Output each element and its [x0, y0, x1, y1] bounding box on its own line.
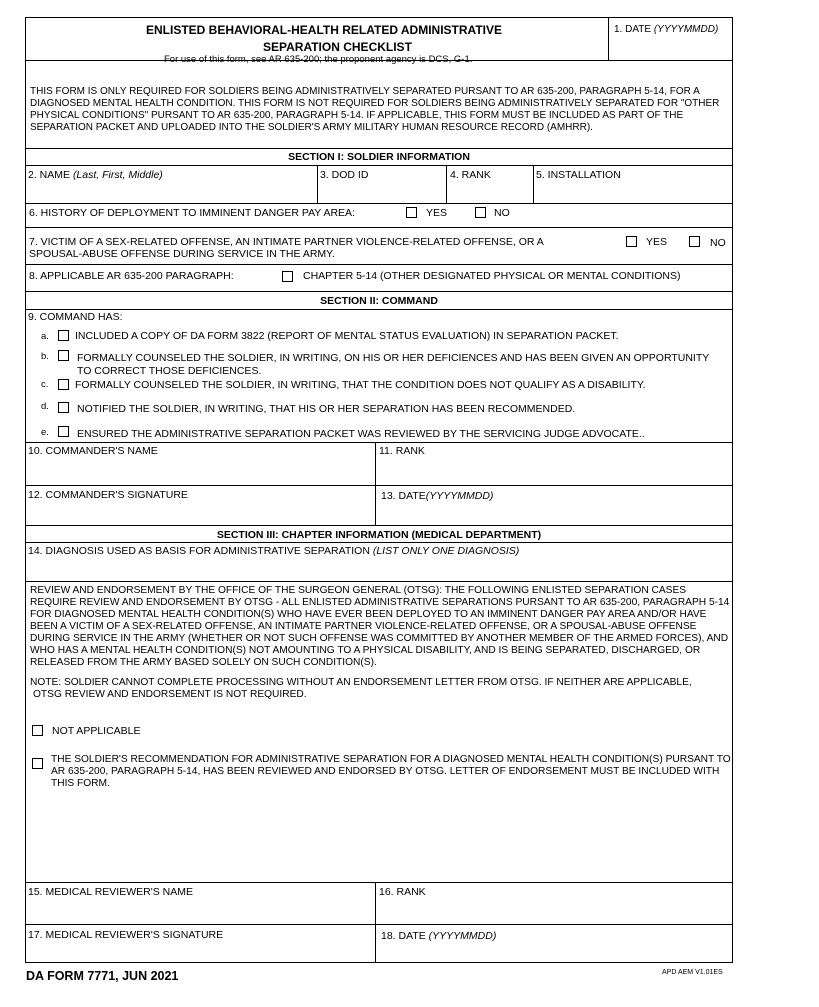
- item-letter: b.: [41, 351, 49, 362]
- rank-label: 4. RANK: [450, 169, 491, 181]
- victim-question-line1: 7. VICTIM OF A SEX-RELATED OFFENSE, AN INTIMATE PARTNER VIOLENCE-RELATED OFFENSE, OR A: [29, 236, 544, 248]
- item-letter: d.: [41, 401, 49, 412]
- reviewer-date-label: 18. DATE (YYYYMMDD): [381, 930, 497, 942]
- section2-header: SECTION II: COMMAND: [320, 295, 438, 307]
- dodid-field[interactable]: [319, 183, 444, 201]
- deployment-no-label: NO: [494, 207, 510, 219]
- installation-field[interactable]: [535, 183, 731, 201]
- item-c-checkbox[interactable]: [58, 379, 69, 390]
- installation-label: 5. INSTALLATION: [536, 169, 621, 181]
- name-field[interactable]: [28, 183, 314, 201]
- otsg-review-text: REVIEW AND ENDORSEMENT BY THE OFFICE OF THE SURGEON GENERAL (OTSG): THE FOLLOWING ENLISTED SEPARATION CASES REQUIRE REVIEW AND ENDORSEMENT BY OTSG - ALL ENLISTED ADMINISTRATIVE SEPARATIONS PURSANT TO AR 635-200, PARAGRAPH 5-14 FOR DIAGNOSED MENTAL HEALTH CONDITION(S) WHO HAVE EVER BEEN DEPLOYED TO AN IMMINENT DANGER PAY AREA AND/OR HAVE BEEN A VICTIM OF A SEX-RELATED OFFENSE, AN INTIMATE PARTNER VIOLENCE-RELATED OFFENSE, OR A SPOUSAL-ABUSE OFFENSE DURING SERVICE IN THE ARMY (WHETHER OR NOT SUCH OFFENSE WAS COMMITTED BY ANOTHER MEMBER OF THE ARMED FORCES), AND WHO HAS A MENTAL HEALTH CONDITION(S) NOT AMOUNTING TO A PHYSICAL DISABILITY, AND IS BEING SEPARATED, DISCHARGED, OR RELEASED FROM THE ARMY BASED SOLELY ON SUCH CONDITION(S).: [30, 585, 730, 668]
- date-field-1[interactable]: [610, 38, 730, 58]
- victim-question-line2: SPOUSAL-ABUSE OFFENSE DURING SERVICE IN THE ARMY.: [29, 248, 335, 260]
- commander-name-field[interactable]: [28, 460, 372, 482]
- form-title-line1: ENLISTED BEHAVIORAL-HEALTH RELATED ADMINISTRATIVE: [146, 23, 502, 37]
- victim-no-label: NO: [710, 237, 726, 249]
- reviewer-name-label: 15. MEDICAL REVIEWER'S NAME: [28, 886, 193, 898]
- deployment-yes-checkbox[interactable]: [406, 207, 417, 218]
- form-subtitle: For use of this form, see AR 635-200; the proponent agency is DCS, G-1.: [164, 54, 473, 65]
- item-text-cont: TO CORRECT THOSE DEFICIENCES.: [77, 365, 262, 377]
- form-id: DA FORM 7771, JUN 2021: [26, 969, 179, 983]
- commander-name-label: 10. COMMANDER'S NAME: [28, 445, 158, 457]
- reviewer-rank-field[interactable]: [377, 902, 731, 922]
- commander-signature-label: 12. COMMANDER'S SIGNATURE: [28, 489, 188, 501]
- command-has-label: 9. COMMAND HAS:: [28, 311, 123, 323]
- deployment-no-checkbox[interactable]: [475, 207, 486, 218]
- item-text: FORMALLY COUNSELED THE SOLDIER, IN WRITING, THAT THE CONDITION DOES NOT QUALIFY AS A DISABILITY.: [75, 379, 646, 391]
- form-version: APD AEM V1.01ES: [662, 969, 723, 976]
- victim-yes-checkbox[interactable]: [626, 236, 637, 247]
- item-a-checkbox[interactable]: [58, 330, 69, 341]
- item-letter: e.: [41, 427, 49, 438]
- commander-signature-field[interactable]: [28, 504, 372, 524]
- reviewer-signature-label: 17. MEDICAL REVIEWER'S SIGNATURE: [28, 929, 224, 941]
- rank-field[interactable]: [448, 183, 532, 201]
- item-text: INCLUDED A COPY OF DA FORM 3822 (REPORT OF MENTAL STATUS EVALUATION) IN SEPARATION PACKET.: [75, 330, 619, 342]
- item-b-checkbox[interactable]: [58, 350, 69, 361]
- not-applicable-checkbox[interactable]: [32, 725, 43, 736]
- item-letter: a.: [41, 331, 49, 342]
- reviewer-date-field[interactable]: [377, 944, 731, 961]
- form-container: [25, 17, 733, 963]
- deployment-question: 6. HISTORY OF DEPLOYMENT TO IMMINENT DANGER PAY AREA:: [29, 207, 355, 219]
- diagnosis-label: 14. DIAGNOSIS USED AS BASIS FOR ADMINISTRATIVE SEPARATION (LIST ONLY ONE DIAGNOSIS): [28, 545, 520, 557]
- deployment-yes-label: YES: [426, 207, 448, 219]
- intro-text: THIS FORM IS ONLY REQUIRED FOR SOLDIERS BEING ADMINISTRATIVELY SEPARATED PURSANT TO AR 635-200, PARAGRAPH 5-14, FOR A DIAGNOSED MENTAL HEALTH CONDITION. THIS FORM IS NOT REQUIRED FOR SOLDIERS BEING ADMINISTRATIVELY SEPARATED FOR "OTHER PHYSICAL CONDITIONS" PURSANT TO AR 635-200, PARAGRAPH 5-14. IF APPLICABLE, THIS FORM MUST BE INCLUDED AS PART OF THE SEPARATION PACKET AND UPLOADED INTO THE SOLDIER'S ARMY MILITARY HUMAN RESOURCE RECORD (AMHRR).: [30, 86, 720, 133]
- chapter-5-14-checkbox[interactable]: [282, 271, 293, 282]
- commander-date-label: 13. DATE(YYYYMMDD): [381, 490, 494, 502]
- name-label: 2. NAME (Last, First, Middle): [28, 169, 163, 181]
- otsg-note-line1: NOTE: SOLDIER CANNOT COMPLETE PROCESSING WITHOUT AN ENDORSEMENT LETTER FROM OTSG. IF NEITHER ARE APPLICABLE,: [30, 677, 692, 688]
- dodid-label: 3. DOD ID: [320, 169, 369, 181]
- victim-no-checkbox[interactable]: [689, 236, 700, 247]
- reviewer-rank-label: 16. RANK: [379, 886, 426, 898]
- item-d-checkbox[interactable]: [58, 402, 69, 413]
- section1-header: SECTION I: SOLDIER INFORMATION: [288, 151, 470, 163]
- item-text: ENSURED THE ADMINISTRATIVE SEPARATION PACKET WAS REVIEWED BY THE SERVICING JUDGE ADVOCATE..: [77, 428, 645, 440]
- commander-rank-field[interactable]: [377, 460, 731, 482]
- otsg-endorsed-checkbox[interactable]: [32, 758, 43, 769]
- date-label-1: 1. DATE (YYYYMMDD): [614, 24, 719, 35]
- otsg-endorsed-text: THE SOLDIER'S RECOMMENDATION FOR ADMINISTRATIVE SEPARATION FOR A DIAGNOSED MENTAL HEALTH CONDITION(S) PURSANT TO AR 635-200, PARAGRAPH 5-14, HAS BEEN REVIEWED AND ENDORSED BY OTSG. LETTER OF ENDORSEMENT MUST BE INCLUDED WITH THIS FORM.: [51, 754, 731, 789]
- item-text: FORMALLY COUNSELED THE SOLDIER, IN WRITING, ON HIS OR HER DEFICIENCES AND HAS BEEN GIVEN AN OPPORTUNITY: [77, 352, 710, 364]
- reviewer-name-field[interactable]: [28, 902, 372, 922]
- form-title-line2: SEPARATION CHECKLIST: [263, 40, 412, 54]
- section3-header: SECTION III: CHAPTER INFORMATION (MEDICAL DEPARTMENT): [216, 529, 542, 541]
- commander-rank-label: 11. RANK: [379, 445, 425, 457]
- paragraph-question: 8. APPLICABLE AR 635-200 PARAGRAPH:: [29, 270, 234, 282]
- not-applicable-label: NOT APPLICABLE: [52, 725, 141, 737]
- reviewer-signature-field[interactable]: [28, 944, 372, 961]
- otsg-note-line2: OTSG REVIEW AND ENDORSEMENT IS NOT REQUIRED.: [33, 689, 307, 700]
- victim-yes-label: YES: [646, 236, 668, 248]
- commander-date-field[interactable]: [377, 505, 731, 524]
- chapter-5-14-label: CHAPTER 5-14 (OTHER DESIGNATED PHYSICAL OR MENTAL CONDITIONS): [303, 270, 681, 282]
- item-text: NOTIFIED THE SOLDIER, IN WRITING, THAT HIS OR HER SEPARATION HAS BEEN RECOMMENDED.: [77, 403, 576, 415]
- item-e-checkbox[interactable]: [58, 426, 69, 437]
- item-letter: c.: [41, 379, 49, 390]
